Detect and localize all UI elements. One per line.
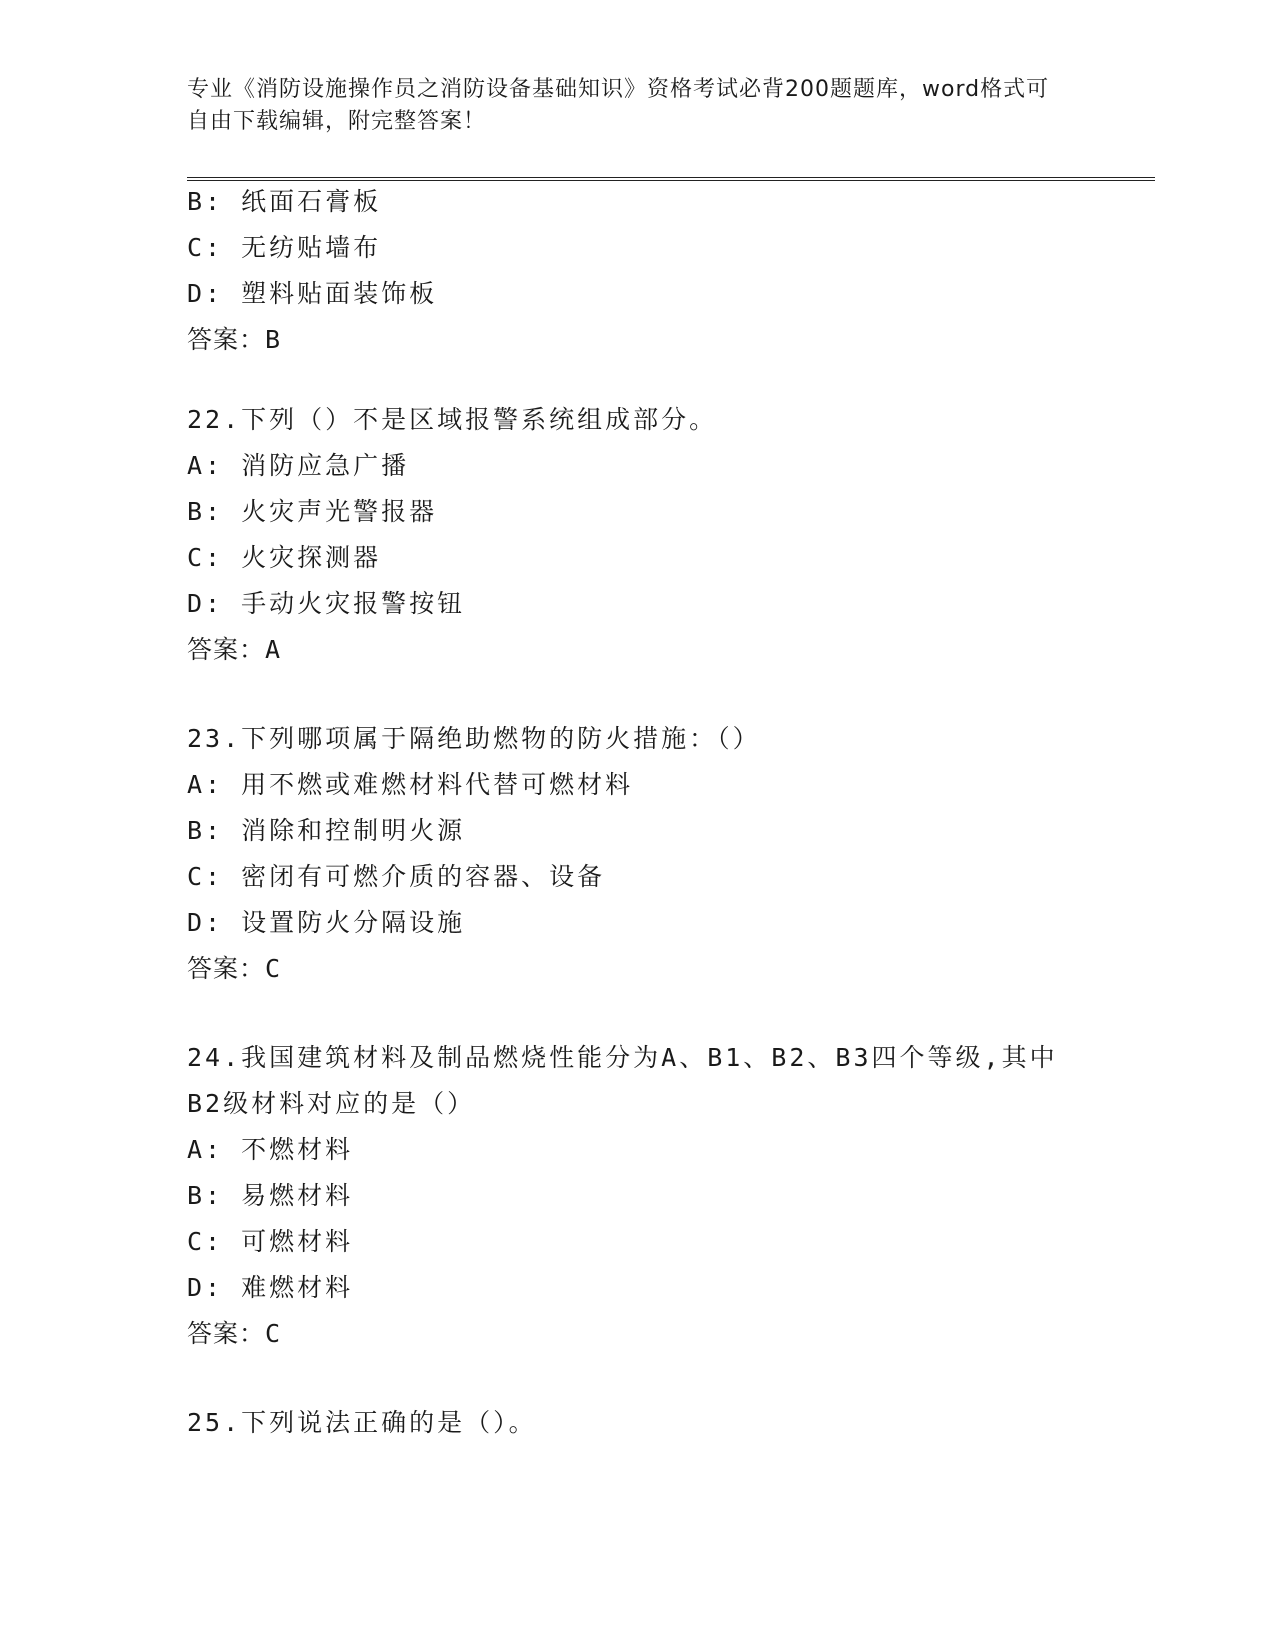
option-c: C: 无纺贴墙布: [187, 233, 382, 262]
question-text-line-2: B2级材料对应的是（）: [187, 1089, 476, 1118]
question-text: 25.下列说法正确的是（）。: [187, 1408, 537, 1437]
question-23: [187, 716, 1087, 992]
answer-line: [187, 627, 1087, 673]
option-b: B: 纸面石膏板: [187, 187, 382, 216]
answer-label: 答案：: [187, 325, 266, 354]
answer-line: [187, 317, 1087, 363]
answer-label: 答案：: [187, 954, 266, 983]
option-d: D: 手动火灾报警按钮: [187, 589, 466, 618]
question-22: [187, 397, 1087, 673]
option-d: D: 难燃材料: [187, 1273, 354, 1302]
answer-line: [187, 1311, 1087, 1357]
option-b: B: 易燃材料: [187, 1181, 354, 1210]
answer-value: B: [265, 325, 282, 354]
page-header: 专业《消防设施操作员之消防设备基础知识》资格考试必背200题题库，word格式可自由下载编辑，附完整答案！: [187, 77, 1050, 134]
option-d: D: 塑料贴面装饰板: [187, 279, 438, 308]
option-b: B: 火灾声光警报器: [187, 497, 438, 526]
question-text: 22.下列（）不是区域报警系统组成部分。: [187, 405, 718, 434]
option-a: A: 用不燃或难燃材料代替可燃材料: [187, 770, 634, 799]
option-a: A: 不燃材料: [187, 1135, 354, 1164]
answer-label: 答案：: [187, 635, 266, 664]
question-24: [187, 1035, 1087, 1357]
answer-value: C: [265, 954, 282, 983]
option-c: C: 火灾探测器: [187, 543, 382, 572]
option-c: C: 密闭有可燃介质的容器、设备: [187, 862, 606, 891]
question-25: [187, 1400, 1087, 1446]
question-text-line-1: 24.我国建筑材料及制品燃烧性能分为A、B1、B2、B3四个等级,其中: [187, 1043, 1058, 1072]
question-21-tail: [187, 179, 1087, 363]
option-d: D: 设置防火分隔设施: [187, 908, 466, 937]
option-a: A: 消防应急广播: [187, 451, 410, 480]
answer-label: 答案：: [187, 1319, 266, 1348]
option-c: C: 可燃材料: [187, 1227, 354, 1256]
question-text: 23.下列哪项属于隔绝助燃物的防火措施：（）: [187, 724, 761, 753]
option-b: B: 消除和控制明火源: [187, 816, 466, 845]
answer-value: C: [265, 1319, 282, 1348]
answer-line: [187, 946, 1087, 992]
answer-value: A: [265, 635, 282, 664]
